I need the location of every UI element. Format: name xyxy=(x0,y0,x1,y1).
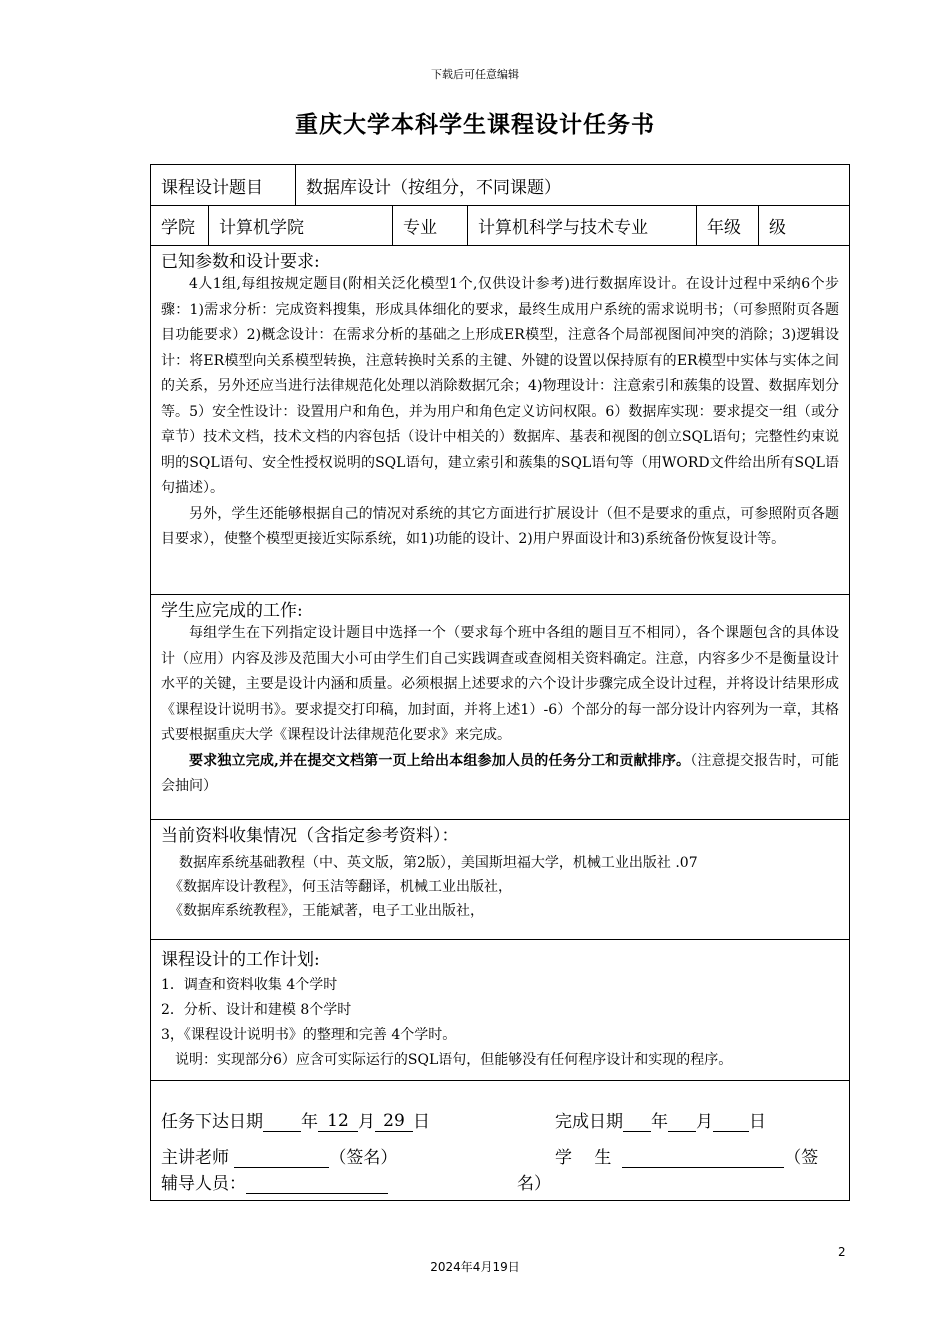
major-value: 计算机科学与技术专业 xyxy=(468,206,697,245)
issue-date-line xyxy=(161,1107,430,1132)
college-label: 学院 xyxy=(151,206,209,245)
issue-day-value: 29 xyxy=(375,1111,413,1132)
page-number: 2 xyxy=(838,1245,846,1259)
plan-section xyxy=(151,940,849,1081)
plan-item: 2．分析、设计和建模 8个学时 xyxy=(161,1002,352,1018)
finish-month-blank xyxy=(668,1111,696,1132)
references-heading: 当前资料收集情况（含指定参考资料）： xyxy=(161,826,459,846)
tasks-section xyxy=(151,595,849,820)
plan-item: 3，《课程设计说明书》的整理和完善 4个学时。 xyxy=(161,1027,457,1043)
requirements-paragraph-1: 4人1组,每组按规定题目(附相关泛化模型1个,仅供设计参考)进行数据库设计。在设计过程中采纳6个步骤：1)需求分析：完成资料搜集，形成具体细化的要求，最终生成用户系统的需求说明书；（可参照附页各题目功能要求）2)概念设计：在需求分析的基础之上形成ER模型，注意各个局部视图间冲突的消除；3)逻辑设计：将ER模型向关系模型转换，注意转换时关系的主键、外键的设置以保持原有的ER模型中实体与实体之间的关系，另外还应当进行法律规范化处理以消除数据冗余；4)物理设计：注意索引和蔟集的设置、数据库划分等。5）安全性设计：设置用户和角色，并为用户和角色定义访问权限。6）数据库实现：要求提交一组（或分章节）技术文档，技术文档的内容包括（设计中相关的）数据库、基表和视图的创立SQL语句；完整性约束说明的SQL语句、安全性授权说明的SQL语句，建立索引和蔟集的SQL语句等（用WORD文件给出所有SQL语句描述）。 xyxy=(161,276,839,496)
tasks-paragraph-2 xyxy=(151,749,849,800)
month-unit: 月 xyxy=(358,1112,375,1132)
student-line xyxy=(555,1143,818,1168)
student-sign-note-cont: 名） xyxy=(517,1174,551,1194)
lecturer-sign-note: （签名） xyxy=(329,1148,398,1168)
grade-label: 年级 xyxy=(697,206,759,245)
lecturer-line xyxy=(161,1143,397,1168)
page-title: 重庆大学本科学生课程设计任务书 xyxy=(295,111,655,138)
issue-date-label: 任务下达日期 xyxy=(161,1112,263,1132)
grade-value: 级 xyxy=(769,218,786,238)
finish-day-blank xyxy=(713,1111,749,1132)
requirements-heading: 已知参数和设计要求: xyxy=(161,252,320,272)
college-value: 计算机学院 xyxy=(209,206,393,245)
lecturer-label: 主讲老师 xyxy=(161,1148,229,1168)
tutor-signature-blank xyxy=(246,1173,388,1194)
references-section xyxy=(151,820,849,940)
issue-year-blank xyxy=(263,1111,301,1132)
requirements-section xyxy=(151,246,849,595)
requirements-paragraph-2: 另外，学生还能够根据自己的情况对系统的其它方面进行扩展设计（但不是要求的重点，可参照附页各题目要求），使整个模型更接近实际系统，如1)功能的设计、2)用户界面设计和3)系统备份恢复设计等。 xyxy=(161,505,839,547)
footer-date: 2024年4月19日 xyxy=(430,1260,520,1274)
tutor-label: 辅导人员： xyxy=(161,1174,246,1194)
major-label: 专业 xyxy=(393,206,468,245)
signoff-section xyxy=(151,1081,849,1200)
task-form xyxy=(150,164,850,1201)
finish-date-label: 完成日期 xyxy=(555,1112,623,1132)
finish-date-line xyxy=(555,1107,766,1132)
student-signature-blank xyxy=(622,1147,784,1168)
day-unit: 日 xyxy=(749,1112,766,1132)
year-unit: 年 xyxy=(301,1112,318,1132)
reference-item: 数据库系统基础教程（中、英文版，第2版），美国斯坦福大学，机械工业出版社 .07 xyxy=(179,855,698,871)
tasks-heading: 学生应完成的工作: xyxy=(161,601,303,621)
topic-value: 数据库设计（按组分，不同课题） xyxy=(306,177,561,198)
month-unit: 月 xyxy=(696,1112,713,1132)
reference-item: 《数据库设计教程》，何玉洁等翻译，机械工业出版社， xyxy=(169,879,512,895)
student-label: 学 生 xyxy=(555,1148,612,1168)
tasks-paragraph-1: 每组学生在下列指定设计题目中选择一个（要求每个班中各组的题目互不相同），各个课题包含的具体设计（应用）内容及涉及范围大小可由学生们自己实践调查或查阅相关资料确定。注意，内容多少不是衡量设计水平的关键，主要是设计内涵和质量。必须根据上述要求的六个设计步骤完成全设计过程，并将设计结果形成《课程设计说明书》。要求提交打印稿，加封面，并将上述1）-6）个部分的每一部分设计内容列为一章，其格式要根据重庆大学《课程设计法律规范化要求》来完成。 xyxy=(161,625,839,743)
plan-heading: 课程设计的工作计划: xyxy=(161,950,320,970)
tutor-line xyxy=(161,1169,388,1194)
topic-label: 课程设计题目 xyxy=(151,165,296,205)
plan-item: 1．调查和资料收集 4个学时 xyxy=(161,977,338,993)
info-row xyxy=(151,206,849,246)
lecturer-signature-blank xyxy=(234,1147,329,1168)
header-note: 下载后可任意编辑 xyxy=(431,68,519,81)
plan-note: 说明：实现部分6）应含可实际运行的SQL语句，但能够没有任何程序设计和实现的程序。 xyxy=(175,1052,733,1068)
finish-year-blank xyxy=(623,1111,651,1132)
reference-item: 《数据库系统教程》，王能斌著，电子工业出版社， xyxy=(169,903,484,919)
student-sign-note: （签 xyxy=(784,1148,819,1168)
day-unit: 日 xyxy=(413,1112,430,1132)
issue-month-value: 12 xyxy=(318,1111,358,1132)
topic-row xyxy=(151,165,849,206)
tasks-bold-requirement: 要求独立完成,并在提交文档第一页上给出本组参加人员的任务分工和贡献排序。 xyxy=(189,752,691,769)
year-unit: 年 xyxy=(651,1112,668,1132)
tasks-note: （注意提交报告时，可能会抽问） xyxy=(161,752,840,794)
